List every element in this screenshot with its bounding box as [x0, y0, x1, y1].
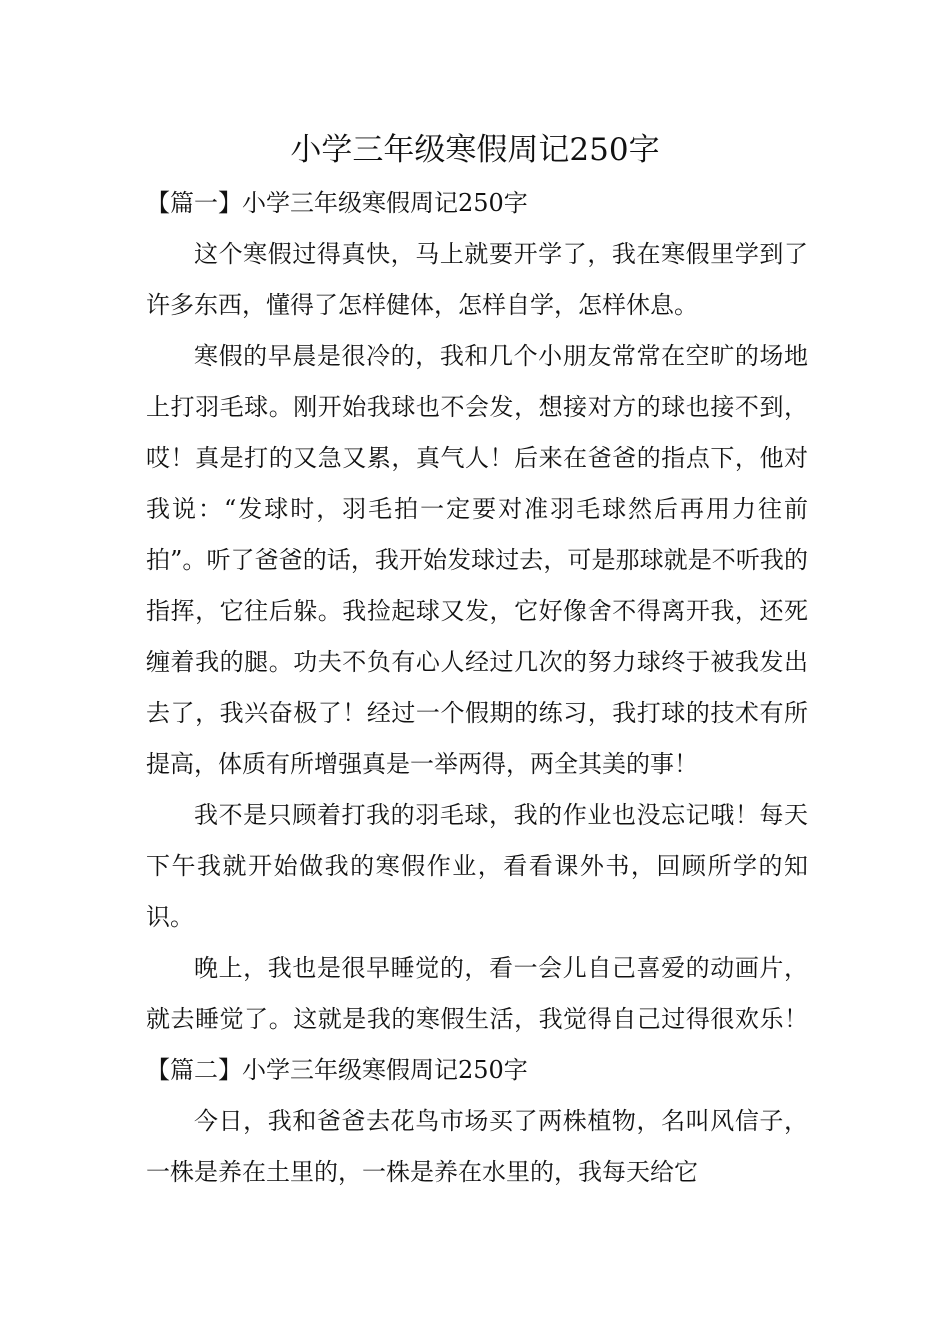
section-heading: 【篇一】小学三年级寒假周记250字 — [146, 189, 528, 217]
paragraph: 这个寒假过得真快，马上就要开学了，我在寒假里学到了许多东西，懂得了怎样健体，怎样自学，怎样休息。 — [146, 240, 808, 319]
paragraph: 晚上，我也是很早睡觉的，看一会儿自己喜爱的动画片，就去睡觉了。这就是我的寒假生活，我觉得自己过得很欢乐！【篇二】小学三年级寒假周记250字 — [146, 954, 808, 1084]
paragraph: 寒假的早晨是很冷的，我和几个小朋友常常在空旷的场地上打羽毛球。刚开始我球也不会发，想接对方的球也接不到，哎！真是打的又急又累，真气人！后来在爸爸的指点下，他对我说：“发球时，羽毛拍一定要对准羽毛球然后再用力往前拍”。听了爸爸的话，我开始发球过去，可是那球就是不听我的指挥，它往后躲。我捡起球又发，它好像舍不得离开我，还死缠着我的腿。功夫不负有心人经过几次的努力球终于被我发出去了，我兴奋极了！经过一个假期的练习，我打球的技术有所提高，体质有所增强真是一举两得，两全其美的事！ — [146, 342, 808, 778]
document-body — [146, 178, 808, 1198]
paragraph: 我不是只顾着打我的羽毛球，我的作业也没忘记哦！每天下午我就开始做我的寒假作业，看看课外书，回顾所学的知识。 — [146, 801, 808, 931]
paragraph: 今日，我和爸爸去花鸟市场买了两株植物，名叫风信子，一株是养在土里的，一株是养在水里的，我每天给它 — [146, 1107, 808, 1186]
document-title: 小学三年级寒假周记250字 — [290, 132, 660, 168]
